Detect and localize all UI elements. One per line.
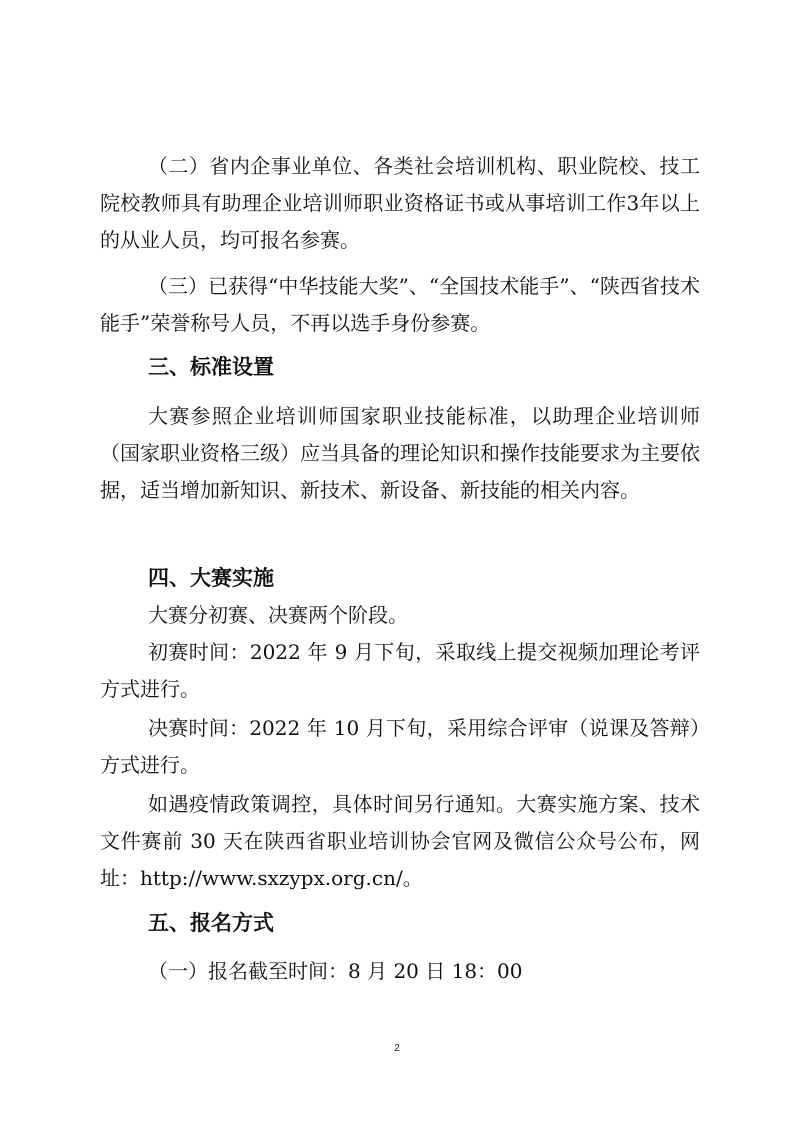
page-number: 2 [394,1043,400,1054]
heading-implementation: 四、大赛实施 [148,566,274,590]
paragraph-deadline: （一）报名截至时间：8 月 20 日 18：00 [148,959,523,983]
paragraph-final: 决赛时间：2022 年 10 月下旬，采用综合评审（说课及答辩）方式进行。 [100,716,700,777]
heading-registration: 五、报名方式 [148,911,274,935]
paragraph-standard: 大赛参照企业培训师国家职业技能标准，以助理企业培训师（国家职业资格三级）应当具备的理论知识和操作技能要求为主要依据，适当增加新知识、新技术、新设备、新技能的相关内容。 [100,404,700,502]
paragraph-stages: 大赛分初赛、决赛两个阶段。 [148,603,408,627]
paragraph-preliminary: 初赛时间：2022 年 9 月下旬，采取线上提交视频加理论考评方式进行。 [100,640,700,701]
paragraph-eligibility-2: （二）省内企事业单位、各类社会培训机构、职业院校、技工院校教师具有助理企业培训师职业资格证书或从事培训工作3年以上的从业人员，均可报名参赛。 [100,154,700,252]
paragraph-eligibility-3: （三）已获得“中华技能大奖”、“全国技术能手”、“陕西省技术能手”荣誉称号人员，不再以选手身份参赛。 [100,274,700,335]
paragraph-notice: 如遇疫情政策调控，具体时间另行通知。大赛实施方案、技术文件赛前 30 天在陕西省职业培训协会官网及微信公众号公布，网址：http://www.sxzypx.org.cn/。 [100,792,700,890]
heading-standard-setting: 三、标准设置 [148,355,274,379]
